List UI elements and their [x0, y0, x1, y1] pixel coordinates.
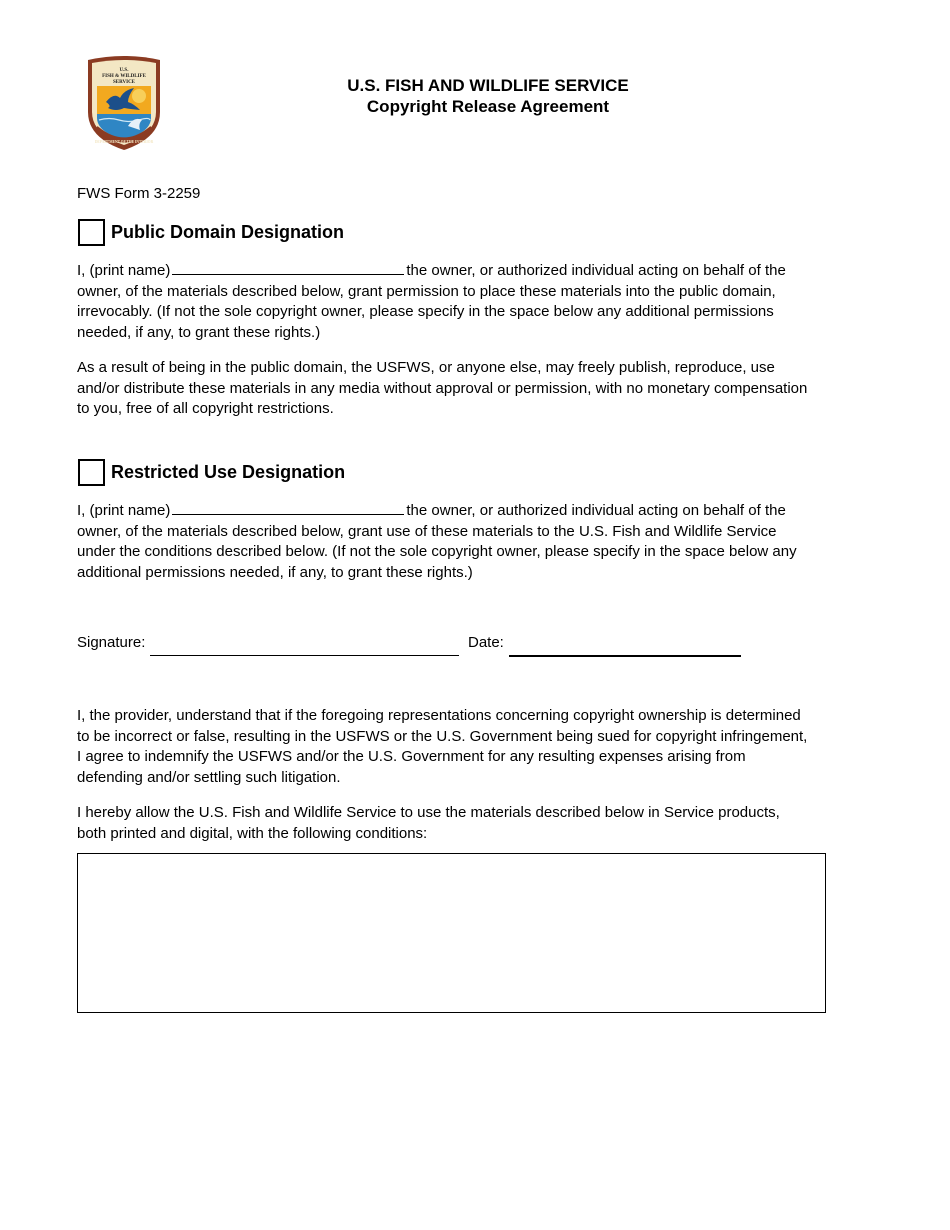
paragraph-text: needed, if any, to grant these rights.)	[77, 323, 321, 341]
paragraph-text: to you, free of all copyright restrictions.	[77, 400, 334, 417]
conditions-textarea[interactable]	[77, 853, 826, 1013]
paragraph-text: defending and/or settling such litigation.	[77, 768, 341, 786]
paragraph-text: I hereby allow the U.S. Fish and Wildlife Service to use the materials described below in Service products,	[77, 804, 780, 821]
print-name-label: I, (print name)	[77, 502, 171, 519]
conditions-paragraph	[77, 803, 847, 844]
paragraph-text: and/or distribute these materials in any media without approval or permission, with no monetary compensation	[77, 379, 808, 397]
paragraph-text: additional permissions needed, if any, to grant these rights.)	[77, 563, 473, 581]
public-domain-checkbox[interactable]	[78, 219, 105, 246]
agency-title: U.S. FISH AND WILDLIFE SERVICE	[347, 76, 629, 95]
restricted-use-print-name-field[interactable]	[172, 500, 404, 515]
usfws-logo	[84, 54, 164, 152]
logo-sun	[132, 89, 146, 103]
paragraph-text: irrevocably. (If not the sole copyright owner, please specify in the space below any additional permissions	[77, 303, 774, 320]
paragraph-text: the owner, or authorized individual acting on behalf of the	[406, 262, 786, 279]
form-number: FWS Form 3-2259	[77, 185, 201, 202]
logo-text-line3: SERVICE	[112, 80, 136, 85]
restricted-use-checkbox[interactable]	[78, 459, 105, 486]
paragraph-text: owner, of the materials described below, grant use of these materials to the U.S. Fish and Wildlife Service	[77, 522, 777, 540]
public-domain-title: Public Domain Designation	[111, 222, 345, 242]
paragraph-text: I, the provider, understand that if the foregoing representations concerning copyright ownership is determined	[77, 707, 801, 724]
signature-field[interactable]	[150, 655, 459, 656]
indemnify-paragraph	[77, 706, 847, 788]
print-name-label: I, (print name)	[77, 262, 171, 279]
paragraph-text: the owner, or authorized individual acting on behalf of the	[406, 502, 786, 519]
public-domain-print-name-field[interactable]	[172, 260, 404, 275]
restricted-use-title: Restricted Use Designation	[111, 462, 346, 482]
paragraph-text: As a result of being in the public domain, the USFWS, or anyone else, may freely publish, reproduce, use	[77, 359, 775, 376]
date-label: Date:	[468, 634, 504, 651]
paragraph-text: I agree to indemnify the USFWS and/or the U.S. Government for any resulting expenses arising from	[77, 748, 746, 765]
paragraph-text: to be incorrect or false, resulting in the USFWS or the U.S. Government being sued for copyright infringement,	[77, 727, 808, 745]
signature-label: Signature:	[77, 634, 146, 651]
paragraph-text: under the conditions described below. (If not the sole copyright owner, please specify in the space below any	[77, 543, 797, 560]
date-field[interactable]	[509, 655, 741, 657]
logo-text-line1: U.S.	[119, 68, 129, 73]
paragraph-text: owner, of the materials described below, grant permission to place these materials into the public domain,	[77, 282, 776, 300]
logo-text-line2: FISH & WILDLIFE	[102, 74, 146, 79]
public-domain-paragraph-1	[77, 260, 847, 343]
restricted-use-paragraph	[77, 500, 847, 583]
document-title: Copyright Release Agreement	[366, 97, 610, 116]
logo-ring-text: DEPARTMENT OF THE INTERIOR	[94, 140, 154, 144]
public-domain-paragraph-2	[77, 358, 847, 420]
paragraph-text: both printed and digital, with the following conditions:	[77, 824, 428, 842]
